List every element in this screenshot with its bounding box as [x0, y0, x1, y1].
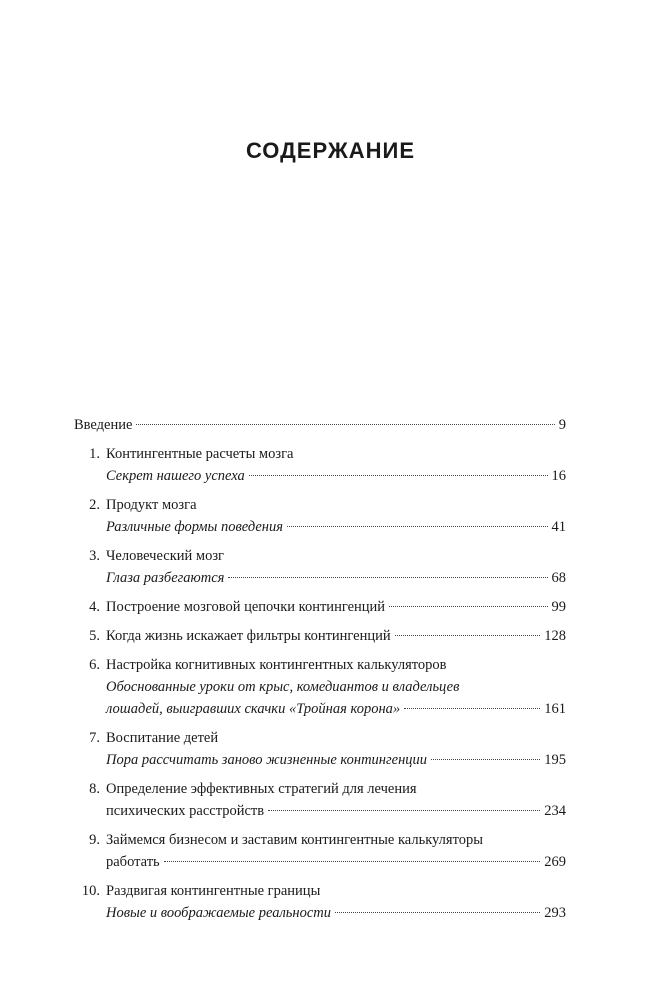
toc-chapter-8-title-row[interactable]: [74, 778, 566, 800]
dot-leader: [228, 577, 547, 578]
toc-page-number: 234: [544, 803, 566, 819]
chapter-number: 4.: [89, 599, 100, 615]
toc-page-number: 161: [544, 701, 566, 717]
dot-leader: [287, 526, 548, 527]
toc-page-number: 128: [544, 628, 566, 644]
chapter-title-continuation: психических расстройств: [106, 803, 265, 819]
toc-chapter-4-row[interactable]: [74, 596, 566, 618]
dot-leader: [249, 475, 548, 476]
toc-chapter-7-title-row[interactable]: [74, 727, 566, 749]
chapter-subtitle: Глаза разбегаются: [106, 570, 225, 586]
chapter-subtitle: Новые и воображаемые реальности: [106, 905, 331, 921]
chapter-title: Продукт мозга: [106, 497, 197, 513]
chapter-title: Когда жизнь искажает фильтры контингенций: [106, 628, 391, 644]
chapter-title: Настройка когнитивных контингентных калькуляторов: [106, 657, 447, 673]
chapter-number: 6.: [89, 657, 100, 673]
dot-leader: [431, 759, 540, 760]
toc-page-number: 16: [551, 468, 566, 484]
toc-page-number: 269: [544, 854, 566, 870]
chapter-subtitle: Различные формы поведения: [106, 519, 283, 535]
dot-leader: [268, 810, 540, 811]
dot-leader: [164, 861, 541, 862]
toc-chapter-1-title-row[interactable]: [74, 443, 566, 465]
chapter-title: Раздвигая контингентные границы: [106, 883, 321, 899]
toc-chapter-3-subtitle-row[interactable]: [74, 567, 566, 589]
toc-chapter-6-subtitle-row-1[interactable]: [74, 676, 566, 698]
chapter-number: 8.: [89, 781, 100, 797]
chapter-title: Построение мозговой цепочки контингенций: [106, 599, 386, 615]
toc-chapter-6-title-row[interactable]: [74, 654, 566, 676]
page-title: СОДЕРЖАНИЕ: [245, 138, 416, 163]
toc-chapter-10-subtitle-row[interactable]: [74, 902, 566, 924]
toc-intro-label: Введение: [74, 417, 133, 433]
toc-page-number: 41: [551, 519, 566, 535]
toc-chapter-10-title-row[interactable]: [74, 880, 566, 902]
chapter-title-continuation: работать: [106, 854, 160, 870]
toc-chapter-8-title-cont-row[interactable]: [74, 800, 566, 822]
chapter-number: 7.: [89, 730, 100, 746]
chapter-title: Займемся бизнесом и заставим контингентные калькуляторы: [106, 832, 483, 848]
chapter-title: Воспитание детей: [106, 730, 219, 746]
toc-chapter-6-subtitle-row-2[interactable]: [74, 698, 566, 720]
toc-page-number: 68: [551, 570, 566, 586]
toc-chapter-1-subtitle-row[interactable]: [74, 465, 566, 487]
chapter-subtitle: лошадей, выигравших скачки «Тройная корона»: [106, 701, 401, 717]
toc-chapter-5-row[interactable]: [74, 625, 566, 647]
chapter-number: 9.: [89, 832, 100, 848]
toc-page-number: 9: [558, 417, 566, 433]
chapter-subtitle: Секрет нашего успеха: [106, 468, 245, 484]
toc-chapter-2-title-row[interactable]: [74, 494, 566, 516]
table-of-contents: [74, 414, 566, 924]
dot-leader: [395, 635, 541, 636]
chapter-number: 5.: [89, 628, 100, 644]
chapter-subtitle: Обоснованные уроки от крыс, комедиантов и владельцев: [106, 679, 460, 695]
toc-chapter-9-title-row[interactable]: [74, 829, 566, 851]
chapter-number: 1.: [89, 446, 100, 462]
toc-page-number: 293: [544, 905, 566, 921]
toc-page-number: 195: [544, 752, 566, 768]
chapter-title: Человеческий мозг: [106, 548, 224, 564]
toc-page-number: 99: [551, 599, 566, 615]
dot-leader: [335, 912, 540, 913]
chapter-number: 2.: [89, 497, 100, 513]
toc-chapter-9-title-cont-row[interactable]: [74, 851, 566, 873]
chapter-title: Определение эффективных стратегий для лечения: [106, 781, 417, 797]
toc-entry-intro[interactable]: [74, 414, 566, 436]
chapter-title: Контингентные расчеты мозга: [106, 446, 294, 462]
chapter-subtitle: Пора рассчитать заново жизненные контингенции: [106, 752, 428, 768]
dot-leader: [404, 708, 540, 709]
toc-chapter-7-subtitle-row[interactable]: [74, 749, 566, 771]
toc-chapter-3-title-row[interactable]: [74, 545, 566, 567]
toc-chapter-2-subtitle-row[interactable]: [74, 516, 566, 538]
dot-leader: [389, 606, 547, 607]
chapter-number: 10.: [81, 883, 100, 899]
chapter-number: 3.: [89, 548, 100, 564]
dot-leader: [136, 424, 554, 425]
